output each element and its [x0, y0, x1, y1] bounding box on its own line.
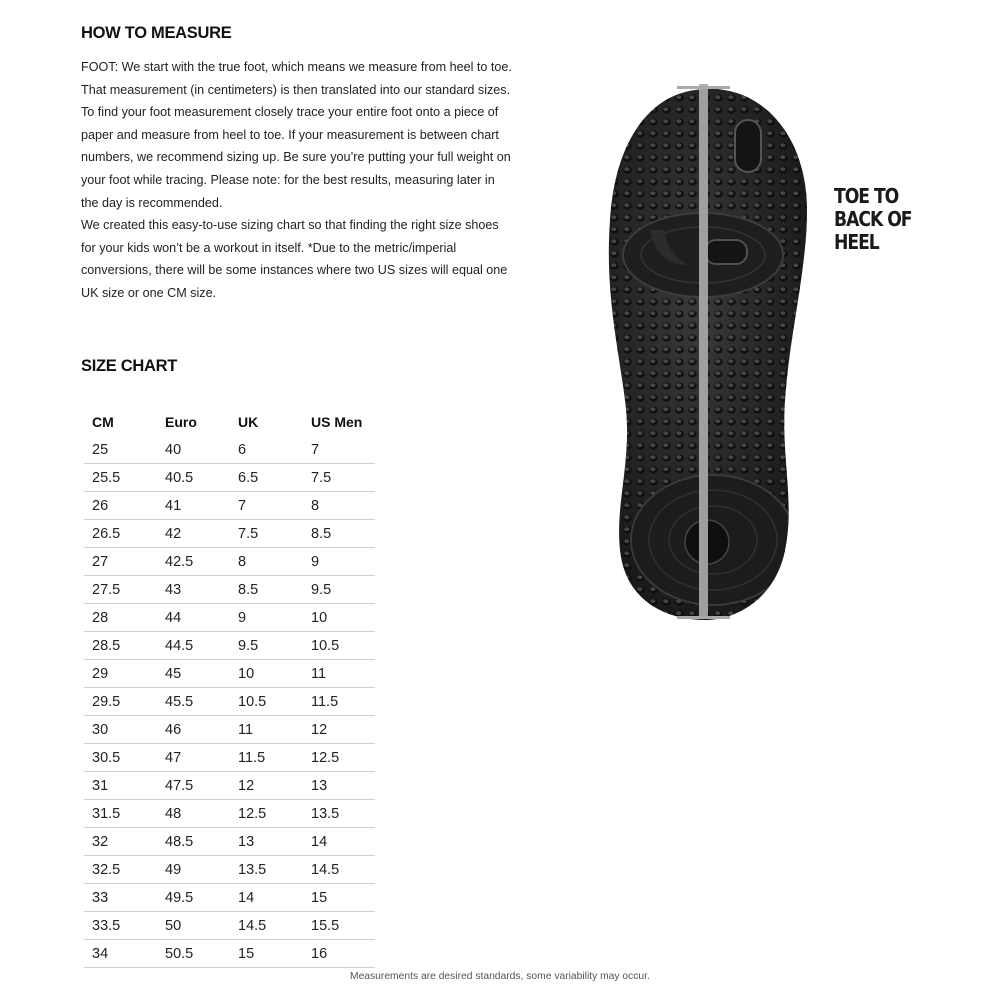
cell-uk: 12 — [230, 772, 303, 800]
cell-cm: 33 — [84, 884, 157, 912]
table-header-row — [84, 408, 375, 436]
cell-euro: 41 — [157, 492, 230, 520]
cell-cm: 27.5 — [84, 576, 157, 604]
table-row — [84, 912, 375, 940]
how-to-measure-title: HOW TO MEASURE — [81, 24, 232, 42]
cell-euro: 50.5 — [157, 940, 230, 968]
cell-cm: 30 — [84, 716, 157, 744]
cell-uk: 6.5 — [230, 464, 303, 492]
cell-uk: 12.5 — [230, 800, 303, 828]
cell-uk: 13 — [230, 828, 303, 856]
cell-us-men: 10 — [303, 604, 375, 632]
cell-cm: 28.5 — [84, 632, 157, 660]
table-row — [84, 576, 375, 604]
cell-euro: 45 — [157, 660, 230, 688]
cell-euro: 42 — [157, 520, 230, 548]
cell-euro: 46 — [157, 716, 230, 744]
cell-cm: 31.5 — [84, 800, 157, 828]
table-row — [84, 464, 375, 492]
table-row — [84, 492, 375, 520]
table-row — [84, 688, 375, 716]
table-row — [84, 548, 375, 576]
cell-cm: 30.5 — [84, 744, 157, 772]
header-uk: UK — [238, 414, 259, 430]
cell-uk: 15 — [230, 940, 303, 968]
table-row — [84, 436, 375, 464]
cell-uk: 11 — [230, 716, 303, 744]
cell-us-men: 8 — [303, 492, 375, 520]
cell-cm: 26.5 — [84, 520, 157, 548]
table-row — [84, 772, 375, 800]
cell-uk: 14.5 — [230, 912, 303, 940]
size-chart-table — [84, 408, 375, 968]
header-euro: Euro — [165, 414, 197, 430]
paragraph-chart: We created this easy-to-use sizing chart so that finding the right size shoes for your kids won’t be a workout in itself. *Due to the metric/imperial conversions, there will be some instances where two US sizes will equal one UK size or one CM size. — [81, 218, 508, 300]
cell-us-men: 14 — [303, 828, 375, 856]
cell-euro: 48 — [157, 800, 230, 828]
size-chart-title: SIZE CHART — [81, 357, 178, 375]
cell-us-men: 9 — [303, 548, 375, 576]
cell-cm: 31 — [84, 772, 157, 800]
cell-us-men: 15 — [303, 884, 375, 912]
cell-us-men: 8.5 — [303, 520, 375, 548]
cell-euro: 44.5 — [157, 632, 230, 660]
cell-uk: 10.5 — [230, 688, 303, 716]
cell-us-men: 13 — [303, 772, 375, 800]
cell-uk: 10 — [230, 660, 303, 688]
cell-cm: 25.5 — [84, 464, 157, 492]
cell-euro: 47 — [157, 744, 230, 772]
cell-us-men: 12 — [303, 716, 375, 744]
cell-cm: 29.5 — [84, 688, 157, 716]
footnote: Measurements are desired standards, some variability may occur. — [350, 971, 650, 982]
cell-uk: 13.5 — [230, 856, 303, 884]
table-row — [84, 660, 375, 688]
cell-uk: 7.5 — [230, 520, 303, 548]
cell-cm: 28 — [84, 604, 157, 632]
cell-uk: 14 — [230, 884, 303, 912]
cell-uk: 8 — [230, 548, 303, 576]
cell-cm: 29 — [84, 660, 157, 688]
label-line-3: HEEL — [834, 230, 879, 254]
cell-euro: 48.5 — [157, 828, 230, 856]
cell-uk: 6 — [230, 436, 303, 464]
cell-uk: 9 — [230, 604, 303, 632]
cell-cm: 26 — [84, 492, 157, 520]
cell-us-men: 11 — [303, 660, 375, 688]
label-line-2: BACK OF — [834, 207, 912, 231]
cell-cm: 25 — [84, 436, 157, 464]
table-row — [84, 520, 375, 548]
table-row — [84, 604, 375, 632]
paragraph-foot: FOOT: We start with the true foot, which means we measure from heel to toe. That measurement (in centimeters) is then translated into our standard sizes. — [81, 60, 512, 97]
table-row — [84, 940, 375, 968]
cell-us-men: 11.5 — [303, 688, 375, 716]
cell-us-men: 7.5 — [303, 464, 375, 492]
cell-euro: 47.5 — [157, 772, 230, 800]
cell-uk: 11.5 — [230, 744, 303, 772]
how-to-measure-text — [81, 56, 513, 305]
cell-euro: 40 — [157, 436, 230, 464]
cell-uk: 8.5 — [230, 576, 303, 604]
cell-cm: 32 — [84, 828, 157, 856]
shoe-sole-image — [595, 80, 830, 625]
cell-us-men: 10.5 — [303, 632, 375, 660]
table-row — [84, 744, 375, 772]
cell-us-men: 15.5 — [303, 912, 375, 940]
cell-us-men: 14.5 — [303, 856, 375, 884]
toe-to-heel-label — [834, 185, 912, 254]
cell-euro: 49.5 — [157, 884, 230, 912]
cell-euro: 42.5 — [157, 548, 230, 576]
table-row — [84, 856, 375, 884]
cell-euro: 44 — [157, 604, 230, 632]
cell-euro: 43 — [157, 576, 230, 604]
table-row — [84, 800, 375, 828]
table-row — [84, 632, 375, 660]
label-line-1: TOE TO — [834, 184, 899, 208]
paragraph-trace: To find your foot measurement closely trace your entire foot onto a piece of paper and measure from heel to toe. If your measurement is between chart numbers, we recommend sizing up. Be sure you’re putting your full weight on your foot while tracing. Please note: for the best results, measuring later in the day is recommended. — [81, 105, 511, 210]
cell-us-men: 13.5 — [303, 800, 375, 828]
cell-us-men: 9.5 — [303, 576, 375, 604]
size-chart-body — [84, 436, 375, 968]
cell-cm: 32.5 — [84, 856, 157, 884]
cell-cm: 27 — [84, 548, 157, 576]
cell-uk: 9.5 — [230, 632, 303, 660]
header-us-men: US Men — [311, 414, 363, 430]
cell-cm: 34 — [84, 940, 157, 968]
table-row — [84, 716, 375, 744]
cell-euro: 50 — [157, 912, 230, 940]
cell-euro: 45.5 — [157, 688, 230, 716]
table-row — [84, 828, 375, 856]
cell-us-men: 12.5 — [303, 744, 375, 772]
table-row — [84, 884, 375, 912]
cell-cm: 33.5 — [84, 912, 157, 940]
measure-bar — [699, 84, 708, 618]
header-cm: CM — [92, 414, 114, 430]
cell-uk: 7 — [230, 492, 303, 520]
cell-us-men: 7 — [303, 436, 375, 464]
cell-euro: 40.5 — [157, 464, 230, 492]
cell-euro: 49 — [157, 856, 230, 884]
cell-us-men: 16 — [303, 940, 375, 968]
